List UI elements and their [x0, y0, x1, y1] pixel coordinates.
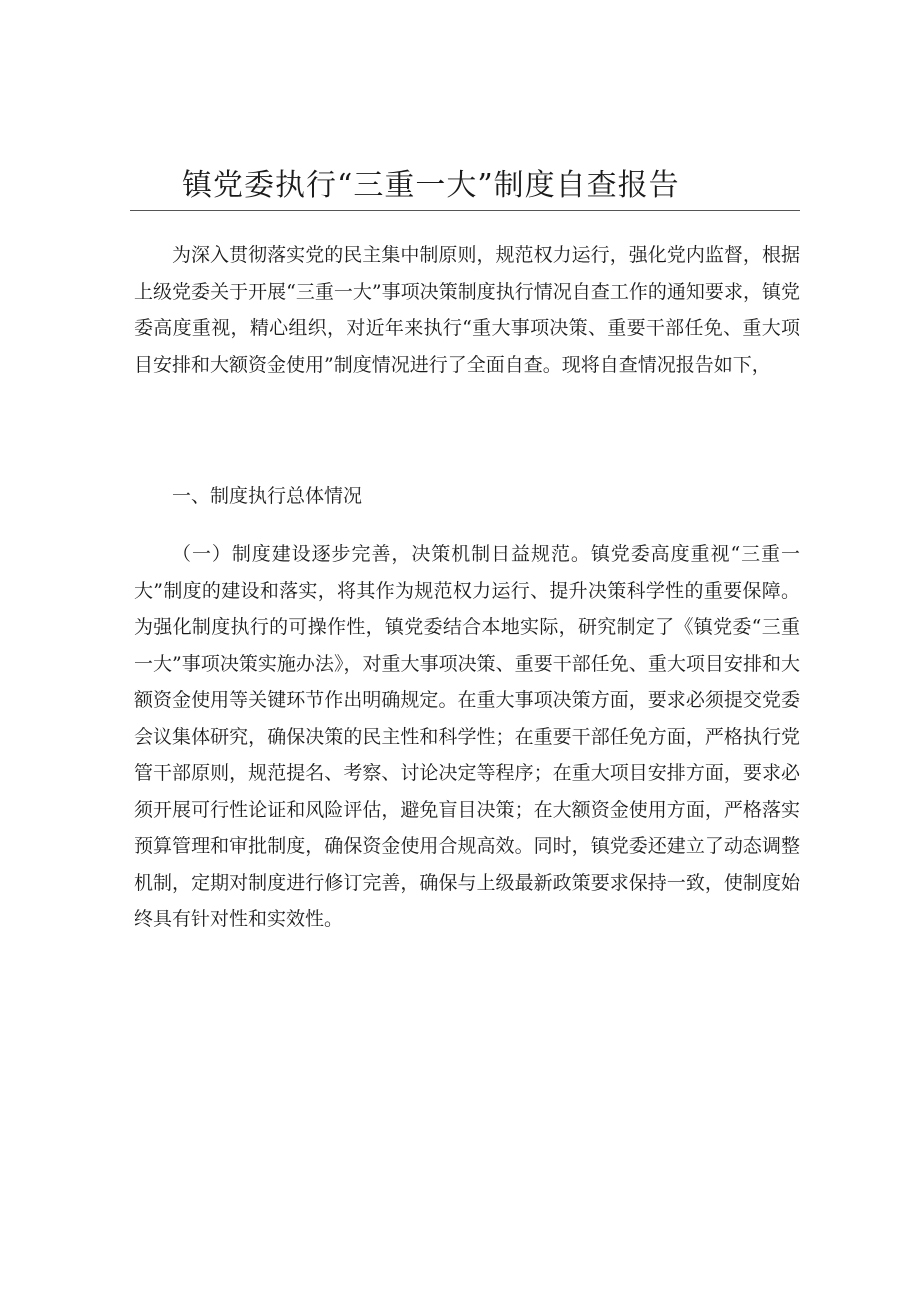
intro-paragraph: 为深入贯彻落实党的民主集中制原则，规范权力运行，强化党内监督，根据上级党委关于开展“三重一大”事项决策制度执行情况自查工作的通知要求，镇党委高度重视，精心组织，对近年来执行“重大事项决策、重要干部任免、重大项目安排和大额资金使用”制度情况进行了全面自查。现将自查情况报告如下， [134, 244, 800, 376]
title-underline [130, 210, 800, 211]
body-paragraph: （一）制度建设逐步完善，决策机制日益规范。镇党委高度重视“三重一大”制度的建设和落实，将其作为规范权力运行、提升决策科学性的重要保障。为强化制度执行的可操作性，镇党委结合本地实际，研究制定了《镇党委“三重一大”事项决策实施办法》，对重大事项决策、重要干部任免、重大项目安排和大额资金使用等关键环节作出明确规定。在重大事项决策方面，要求必须提交党委会议集体研究，确保决策的民主性和科学性；在重要干部任免方面，严格执行党管干部原则，规范提名、考察、讨论决定等程序；在重大项目安排方面，要求必须开展可行性论证和风险评估，避免盲目决策；在大额资金使用方面，严格落实预算管理和审批制度，确保资金使用合规高效。同时，镇党委还建立了动态调整机制，定期对制度进行修订完善，确保与上级最新政策要求保持一致，使制度始终具有针对性和实效性。 [134, 543, 800, 930]
section-heading: 一、制度执行总体情况 [172, 485, 363, 507]
document-title: 镇党委执行“三重一大”制度自查报告 [182, 168, 680, 203]
